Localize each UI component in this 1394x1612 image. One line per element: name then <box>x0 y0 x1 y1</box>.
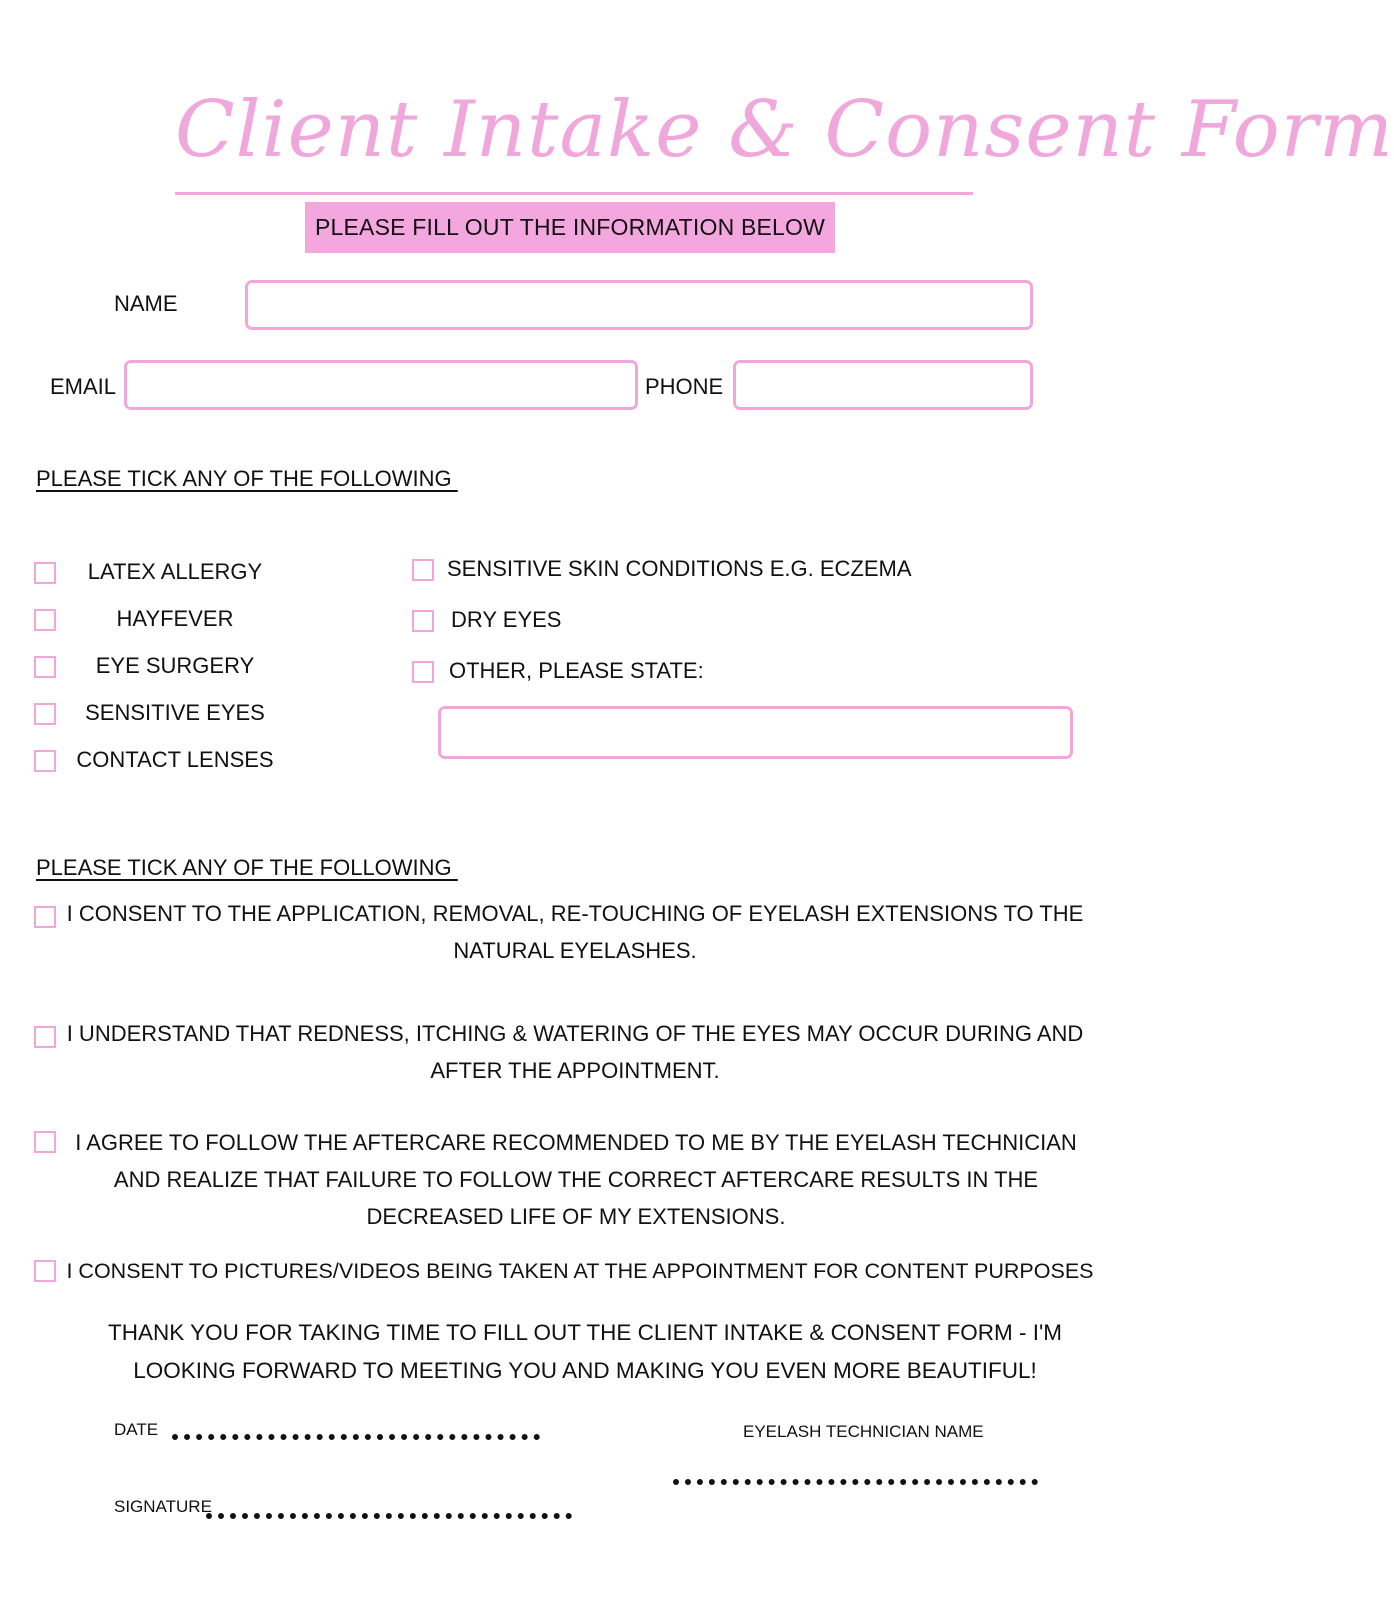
date-label: DATE <box>114 1420 159 1439</box>
signature-line[interactable] <box>206 1513 572 1519</box>
checkbox-eye-surgery[interactable] <box>34 656 56 678</box>
technician-name-label: EYELASH TECHNICIAN NAME <box>743 1422 984 1441</box>
name-field[interactable] <box>245 280 1033 330</box>
instruction-banner: PLEASE FILL OUT THE INFORMATION BELOW <box>305 202 835 253</box>
email-label: EMAIL <box>50 374 117 399</box>
section-heading-consent: PLEASE TICK ANY OF THE FOLLOWING <box>36 855 458 880</box>
checkbox-consent-redness[interactable] <box>34 1026 56 1048</box>
checkbox-hayfever[interactable] <box>34 609 56 631</box>
phone-field[interactable] <box>733 360 1033 410</box>
checkbox-consent-pictures[interactable] <box>34 1260 56 1282</box>
email-field[interactable] <box>124 360 638 410</box>
name-label: NAME <box>114 291 178 316</box>
checkbox-consent-application[interactable] <box>34 906 56 928</box>
checkbox-latex-allergy[interactable] <box>34 562 56 584</box>
consent-pictures-text: I CONSENT TO PICTURES/VIDEOS BEING TAKEN AT THE APPOINTMENT FOR CONTENT PURPOSES <box>66 1259 1094 1283</box>
section-heading-conditions: PLEASE TICK ANY OF THE FOLLOWING <box>36 466 458 491</box>
title-underline <box>175 192 973 195</box>
option-sensitive-eyes: SENSITIVE EYES <box>85 700 265 725</box>
thank-you-message: THANK YOU FOR TAKING TIME TO FILL OUT THE CLIENT INTAKE & CONSENT FORM - I'M LOOKING FORWARD TO MEETING YOU AND MAKING YOU EVEN MORE BEAUTIFUL! <box>107 1320 1063 1383</box>
consent-redness-text: I UNDERSTAND THAT REDNESS, ITCHING & WATERING OF THE EYES MAY OCCUR DURING AND AFTER THE APPOINTMENT. <box>66 1021 1084 1083</box>
consent-aftercare-text: I AGREE TO FOLLOW THE AFTERCARE RECOMMENDED TO ME BY THE EYELASH TECHNICIAN AND REALIZE THAT FAILURE TO FOLLOW THE CORRECT AFTERCARE RESULTS IN THE DECREASED LIFE OF MY EXTENSIONS. <box>75 1130 1077 1229</box>
phone-label: PHONE <box>645 374 724 399</box>
option-sensitive-skin: SENSITIVE SKIN CONDITIONS E.G. ECZEMA <box>447 556 912 581</box>
signature-label: SIGNATURE <box>114 1497 212 1516</box>
checkbox-other[interactable] <box>412 661 434 683</box>
form-title: Client Intake & Consent Form <box>175 85 1394 175</box>
technician-name-line[interactable] <box>673 1479 1038 1485</box>
option-hayfever: HAYFEVER <box>116 606 234 631</box>
date-line[interactable] <box>172 1434 540 1440</box>
consent-application-text: I CONSENT TO THE APPLICATION, REMOVAL, RE-TOUCHING OF EYELASH EXTENSIONS TO THE NATURAL EYELASHES. <box>66 901 1084 963</box>
option-dry-eyes: DRY EYES <box>451 607 562 632</box>
checkbox-dry-eyes[interactable] <box>412 610 434 632</box>
checkbox-sensitive-skin[interactable] <box>412 559 434 581</box>
option-latex-allergy: LATEX ALLERGY <box>87 559 263 584</box>
checkbox-contact-lenses[interactable] <box>34 750 56 772</box>
option-other: OTHER, PLEASE STATE: <box>449 658 704 683</box>
other-condition-field[interactable] <box>438 706 1073 759</box>
checkbox-sensitive-eyes[interactable] <box>34 703 56 725</box>
option-eye-surgery: EYE SURGERY <box>95 653 255 678</box>
checkbox-consent-aftercare[interactable] <box>34 1131 56 1153</box>
option-contact-lenses: CONTACT LENSES <box>76 747 274 772</box>
